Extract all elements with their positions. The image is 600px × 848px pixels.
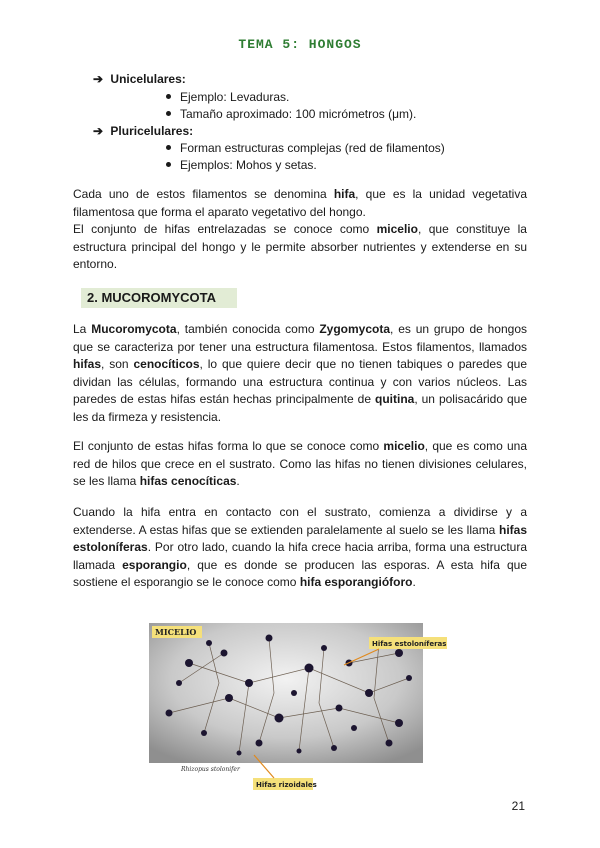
list-item: Ejemplos: Mohos y setas. — [166, 158, 317, 172]
page-number: 21 — [511, 799, 525, 813]
list-item: Forman estructuras complejas (red de filamentos) — [166, 141, 445, 155]
arrow-right-icon: ➔ — [93, 72, 104, 86]
label-rizoidales: Hifas rizoidales — [256, 781, 317, 789]
rhizopus-figure — [149, 623, 453, 791]
rhizopus-image — [149, 623, 453, 791]
paragraph-hifa: Cada uno de estos filamentos se denomina hifa, que es la unidad vegetativa filamentosa que forma el aparato vegetativo del hongo. El conjunto de hifas entrelazadas se conoce como micelio, que constituye la estructura principal del hongo y le permite absorber nutrientes y extenderse en su entorno. — [73, 187, 527, 271]
arrow-right-icon: ➔ — [93, 124, 104, 138]
paragraph-micelio: El conjunto de estas hifas forma lo que se conoce como micelio, que es como una red de hilos que crece en el sustrato. Como las hifas no tienen divisiones celulares, se les llama hifas cenocíticas. — [73, 439, 527, 488]
list-heading-unicelulares — [93, 72, 186, 86]
bullet-icon — [166, 111, 171, 116]
list-item: Tamaño aproximado: 100 micrómetros (μm). — [166, 107, 416, 121]
label-micelio: MICELIO — [155, 627, 197, 637]
caption-species: Rhizopus stolonifer — [181, 766, 240, 773]
bullet-icon — [166, 162, 171, 167]
list-heading-label: Unicelulares: — [110, 72, 186, 86]
list-item: Ejemplo: Levaduras. — [166, 90, 289, 104]
list-heading-pluricelulares — [93, 124, 193, 138]
section-heading: 2. MUCOROMYCOTA — [81, 288, 237, 308]
page-title: TEMA 5: HONGOS — [238, 37, 362, 52]
bullet-icon — [166, 94, 171, 99]
paragraph-mucoromycota: La Mucoromycota, también conocida como Zygomycota, es un grupo de hongos que se caracteriza por tener una estructura filamentosa. Estos filamentos, llamados hifas, son cenocíticos, lo que quiere decir que no tienen tabiques o paredes que dividan las células, formando una estructura continua y con varios núcleos. Las paredes de estas hifas están hechas principalmente de quitina, un polisacárido que les da firmeza y resistencia. — [73, 322, 528, 424]
paragraph-esporangio: Cuando la hifa entra en contacto con el sustrato, comienza a dividirse y a extenderse. A estas hifas que se extienden paralelamente al suelo se les llama hifas estoloníferas. Por otro lado, cuando la hifa crece hacia arriba, forma una estructura llamada esporangio, que es donde se producen las esporas. A esta hifa que sostiene el esporangio se le conoce como hifa esporangióforo. — [73, 505, 528, 589]
bullet-icon — [166, 145, 171, 150]
list-heading-label: Pluricelulares: — [110, 124, 194, 138]
label-estoloniferas: Hifas estoloníferas — [372, 640, 447, 648]
